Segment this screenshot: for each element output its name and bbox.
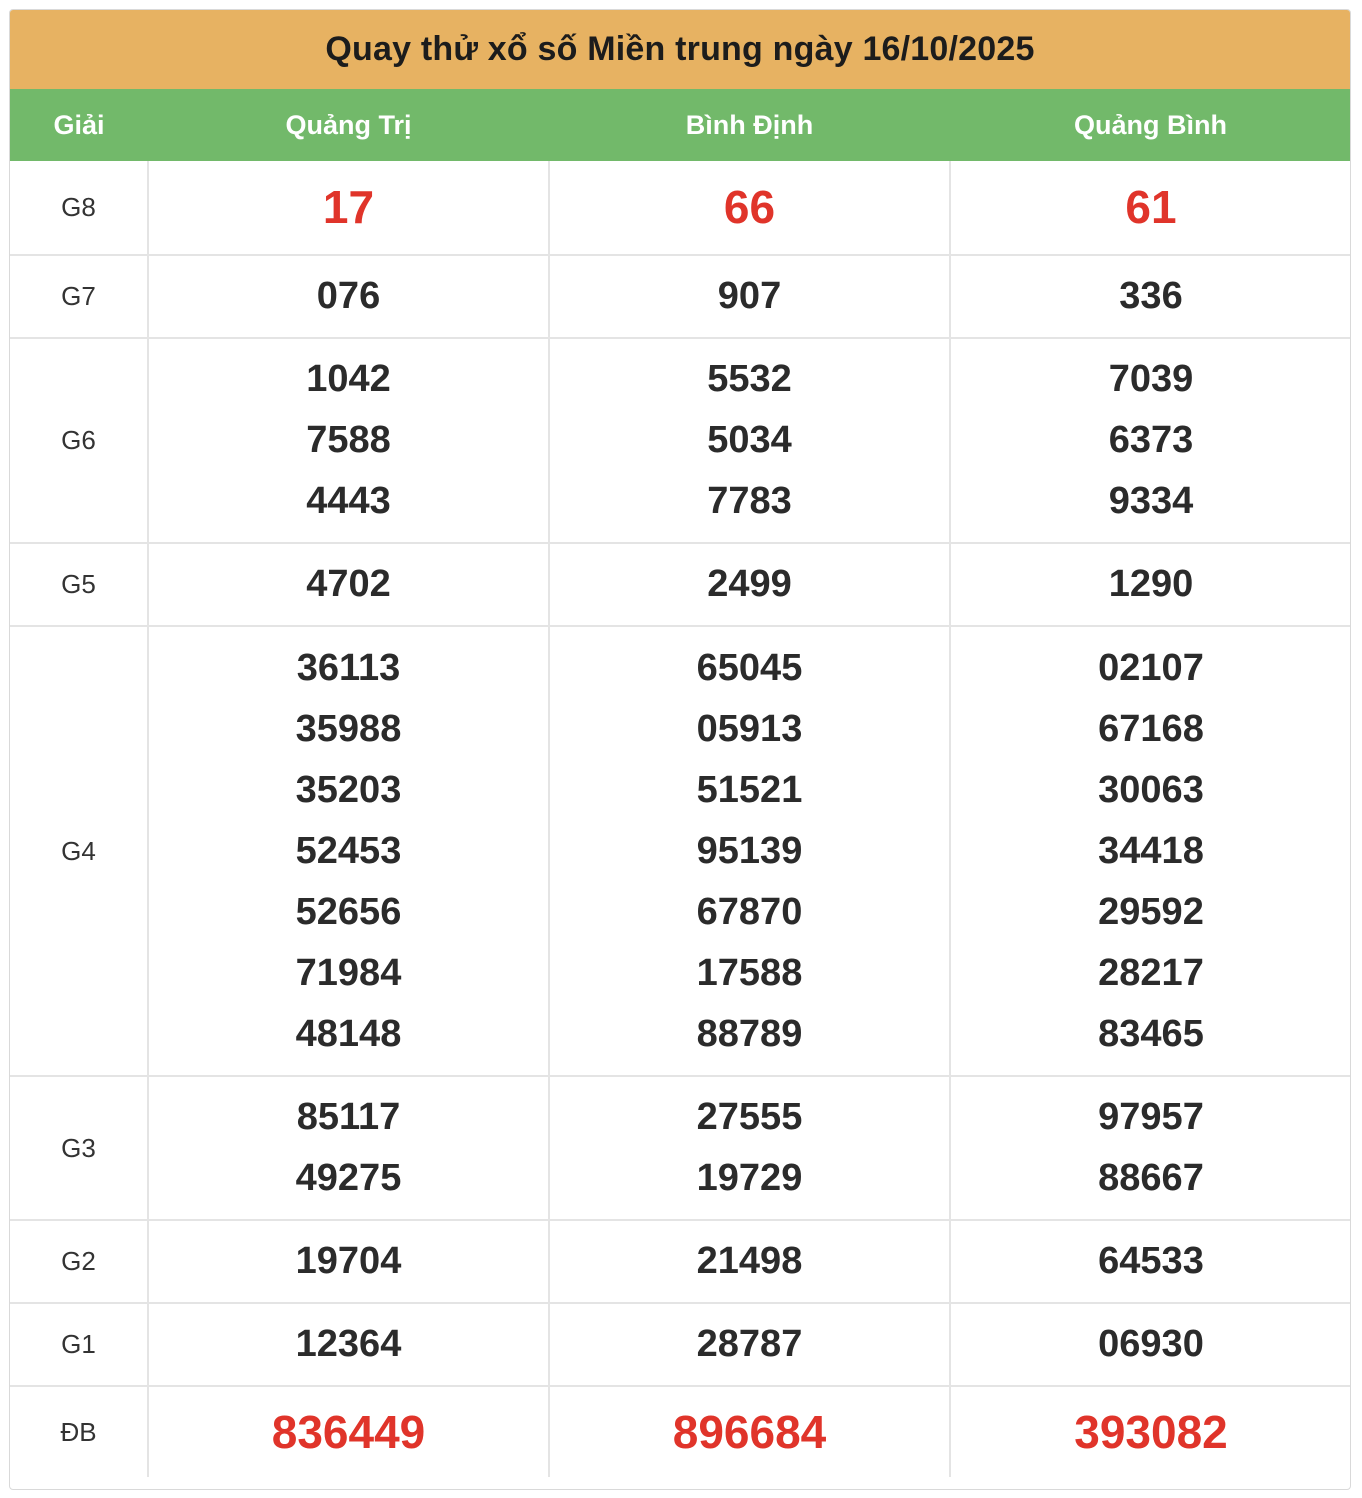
result-number: 21498 [696, 1240, 803, 1282]
result-number: 7039 [1108, 358, 1194, 400]
column-header-binh-dinh: Bình Định [549, 89, 950, 161]
table-row-g3 [10, 1076, 1351, 1220]
result-number: 67870 [696, 890, 803, 933]
result-number: 51521 [696, 768, 803, 811]
prize-label: G7 [10, 255, 148, 338]
cell-quang-tri [148, 255, 549, 338]
prize-label: G2 [10, 1220, 148, 1303]
cell-quang-binh [950, 543, 1351, 626]
prize-label: G5 [10, 543, 148, 626]
prize-label: G8 [10, 161, 148, 255]
cell-quang-tri [148, 161, 549, 255]
result-number: 36113 [296, 646, 401, 689]
cell-quang-tri [148, 543, 549, 626]
result-number: 5034 [707, 419, 792, 461]
result-number: 88667 [1098, 1157, 1204, 1199]
result-number: 65045 [696, 646, 803, 689]
cell-binh-dinh [549, 1303, 950, 1386]
result-number: 836449 [271, 1405, 426, 1458]
cell-binh-dinh [549, 255, 950, 338]
table-row-g8 [10, 161, 1351, 255]
column-header-prize: Giải [10, 89, 148, 161]
result-number: 52453 [295, 829, 402, 872]
prize-label: G6 [10, 338, 148, 543]
result-number: 95139 [696, 829, 803, 872]
result-number: 67168 [1098, 707, 1204, 750]
cell-quang-binh [950, 1076, 1351, 1220]
results-table-card [9, 9, 1351, 1490]
cell-binh-dinh [549, 626, 950, 1076]
result-number: 35988 [295, 707, 402, 750]
result-number: 19729 [696, 1157, 803, 1199]
result-number: 97957 [1098, 1096, 1204, 1138]
result-number: 66 [723, 181, 776, 233]
table-row-g1 [10, 1303, 1351, 1386]
result-number: 85117 [296, 1096, 401, 1138]
table-row-g7 [10, 255, 1351, 338]
result-number: 1290 [1108, 563, 1194, 605]
result-number: 34418 [1098, 829, 1204, 872]
column-header-quang-binh: Quảng Bình [950, 89, 1351, 161]
prize-label: G1 [10, 1303, 148, 1386]
result-number: 5532 [707, 358, 792, 400]
result-number: 907 [717, 275, 782, 317]
result-number: 48148 [295, 1012, 402, 1055]
result-number: 02107 [1098, 646, 1204, 689]
result-number: 393082 [1074, 1405, 1228, 1458]
cell-quang-tri [148, 338, 549, 543]
result-number: 336 [1119, 275, 1183, 317]
cell-quang-binh [950, 161, 1351, 255]
cell-quang-tri [148, 1220, 549, 1303]
prize-label: G4 [10, 626, 148, 1076]
cell-quang-binh [950, 1220, 1351, 1303]
result-number: 7588 [306, 419, 391, 461]
cell-binh-dinh [549, 338, 950, 543]
result-number: 30063 [1098, 768, 1204, 811]
cell-quang-binh [950, 255, 1351, 338]
cell-quang-binh [950, 1386, 1351, 1477]
cell-binh-dinh [549, 1386, 950, 1477]
result-number: 19704 [295, 1240, 402, 1282]
column-header-quang-tri: Quảng Trị [148, 89, 549, 161]
result-number: 52656 [295, 890, 402, 933]
result-number: 71984 [295, 951, 402, 994]
result-number: 88789 [696, 1012, 803, 1055]
result-number: 17588 [696, 951, 803, 994]
result-number: 4443 [306, 480, 391, 522]
result-number: 076 [316, 275, 381, 317]
cell-binh-dinh [549, 161, 950, 255]
cell-quang-tri [148, 1076, 549, 1220]
result-number: 28217 [1098, 951, 1204, 994]
result-number: 61 [1125, 181, 1177, 233]
result-number: 9334 [1108, 480, 1194, 522]
prize-label: ĐB [10, 1386, 148, 1477]
cell-quang-tri [148, 1386, 549, 1477]
table-row-g4 [10, 626, 1351, 1076]
cell-binh-dinh [549, 1076, 950, 1220]
result-number: 49275 [295, 1157, 402, 1199]
cell-quang-tri [148, 626, 549, 1076]
result-number: 7783 [707, 480, 792, 522]
result-number: 83465 [1098, 1012, 1204, 1055]
table-header-row [10, 89, 1351, 161]
table-row-g6 [10, 338, 1351, 543]
result-number: 2499 [707, 563, 792, 605]
cell-quang-binh [950, 626, 1351, 1076]
result-number: 896684 [672, 1405, 827, 1458]
result-number: 06930 [1098, 1323, 1204, 1365]
result-number: 1042 [306, 358, 391, 400]
table-row-g5 [10, 543, 1351, 626]
result-number: 29592 [1098, 890, 1204, 933]
result-number: 17 [322, 181, 375, 233]
result-number: 35203 [295, 768, 402, 811]
result-number: 27555 [696, 1096, 803, 1138]
result-number: 64533 [1098, 1240, 1204, 1282]
prize-label: G3 [10, 1076, 148, 1220]
result-number: 12364 [295, 1323, 402, 1365]
cell-binh-dinh [549, 543, 950, 626]
page-title: Quay thử xổ số Miền trung ngày 16/10/2025 [10, 10, 1350, 89]
result-number: 05913 [696, 707, 803, 750]
result-number: 4702 [306, 563, 391, 605]
table-row-g2 [10, 1220, 1351, 1303]
lottery-results-table [10, 89, 1351, 1477]
cell-binh-dinh [549, 1220, 950, 1303]
cell-quang-binh [950, 338, 1351, 543]
cell-quang-tri [148, 1303, 549, 1386]
cell-quang-binh [950, 1303, 1351, 1386]
table-row-special [10, 1386, 1351, 1477]
result-number: 28787 [696, 1323, 803, 1365]
result-number: 6373 [1108, 419, 1194, 461]
